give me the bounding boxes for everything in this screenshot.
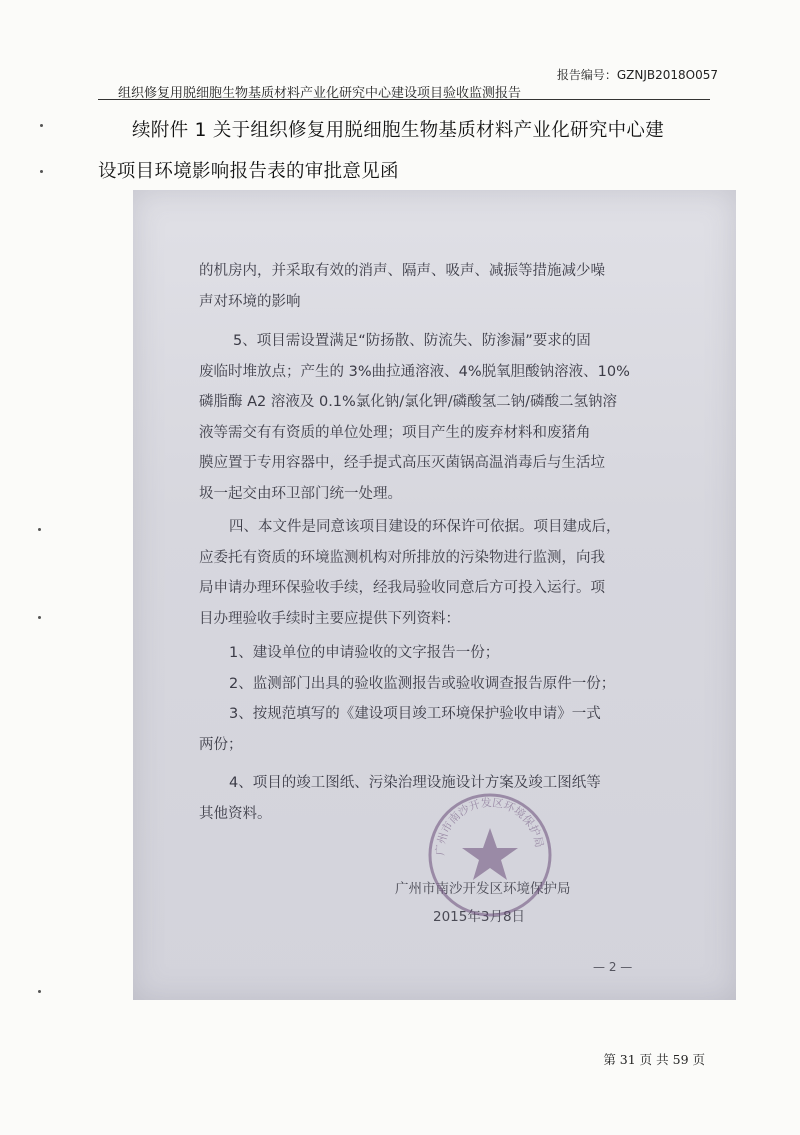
list-item: 1、建设单位的申请验收的文字报告一份； <box>229 645 500 661</box>
text-line: 四、本文件是同意该项目建设的环保许可依据。项目建成后， <box>229 519 621 535</box>
list-item: 3、按规范填写的《建设项目竣工环境保护验收申请》一式 <box>229 706 601 722</box>
svg-text:广州市南沙开发区环境保护局: 广州市南沙开发区环境保护局 <box>433 796 546 856</box>
text-line: 膜应置于专用容器中，经手提式高压灭菌锅高温消毒后与生活垃 <box>199 455 605 471</box>
issuing-authority: 广州市南沙开发区环境保护局 <box>395 881 571 897</box>
text-line: 圾一起交由环卫部门统一处理。 <box>199 485 402 502</box>
text-line: 声对环境的影响 <box>199 293 301 310</box>
text-line: 液等需交有有资质的单位处理；项目产生的废弃材料和废猪角 <box>199 424 591 441</box>
inner-page-number: — 2 — <box>593 960 633 974</box>
page-footer: 第 31 页 共 59 页 <box>603 1052 705 1067</box>
scan-speck <box>40 124 43 127</box>
text-line: 应委托有资质的环境监测机构对所排放的污染物进行监测，向我 <box>199 549 605 566</box>
text-line: 磷脂酶 A2 溶液及 0.1%氯化钠/氯化钾/磷酸氢二钠/磷酸二氢钠溶 <box>199 394 617 410</box>
header-divider <box>98 99 710 100</box>
report-number: 报告编号：GZNJB2018O057 <box>556 68 718 82</box>
issue-date: 2015年3月8日 <box>433 909 526 925</box>
scan-speck <box>38 990 41 993</box>
paragraph-noise-control <box>199 256 679 317</box>
scan-speck <box>38 616 41 619</box>
text-line: 的机房内，并采取有效的消声、隔声、吸声、减振等措施减少噪 <box>199 263 605 279</box>
attachment-heading-line-2: 设项目环境影响报告表的审批意见函 <box>98 161 399 182</box>
attachment-heading-line-1: 续附件 1 关于组织修复用脱细胞生物基质材料产业化研究中心建 <box>132 120 665 141</box>
list-item: 2、监测部门出具的验收监测报告或验收调查报告原件一份； <box>229 675 616 692</box>
scan-speck <box>40 170 43 173</box>
paragraph-permit-basis <box>199 512 679 634</box>
text-line: 废临时堆放点；产生的 3%曲拉通溶液、4%脱氧胆酸钠溶液、10% <box>199 363 630 380</box>
list-item: 其他资料。 <box>199 805 272 822</box>
text-line: 5、项目需设置满足“防扬散、防流失、防渗漏”要求的固 <box>233 333 591 349</box>
text-line: 局申请办理环保验收手续，经我局验收同意后方可投入运行。项 <box>199 580 605 596</box>
list-item: 4、项目的竣工图纸、污染治理设施设计方案及竣工图纸等 <box>229 775 601 791</box>
text-line: 目办理验收手续时主要应提供下列资料： <box>199 610 460 627</box>
scan-speck <box>38 528 41 531</box>
paragraph-solid-waste <box>199 326 679 509</box>
list-item: 两份； <box>199 736 243 753</box>
official-seal-stamp <box>425 790 555 920</box>
running-header-title: 组织修复用脱细胞生物基质材料产业化研究中心建设项目验收监测报告 <box>118 86 522 101</box>
